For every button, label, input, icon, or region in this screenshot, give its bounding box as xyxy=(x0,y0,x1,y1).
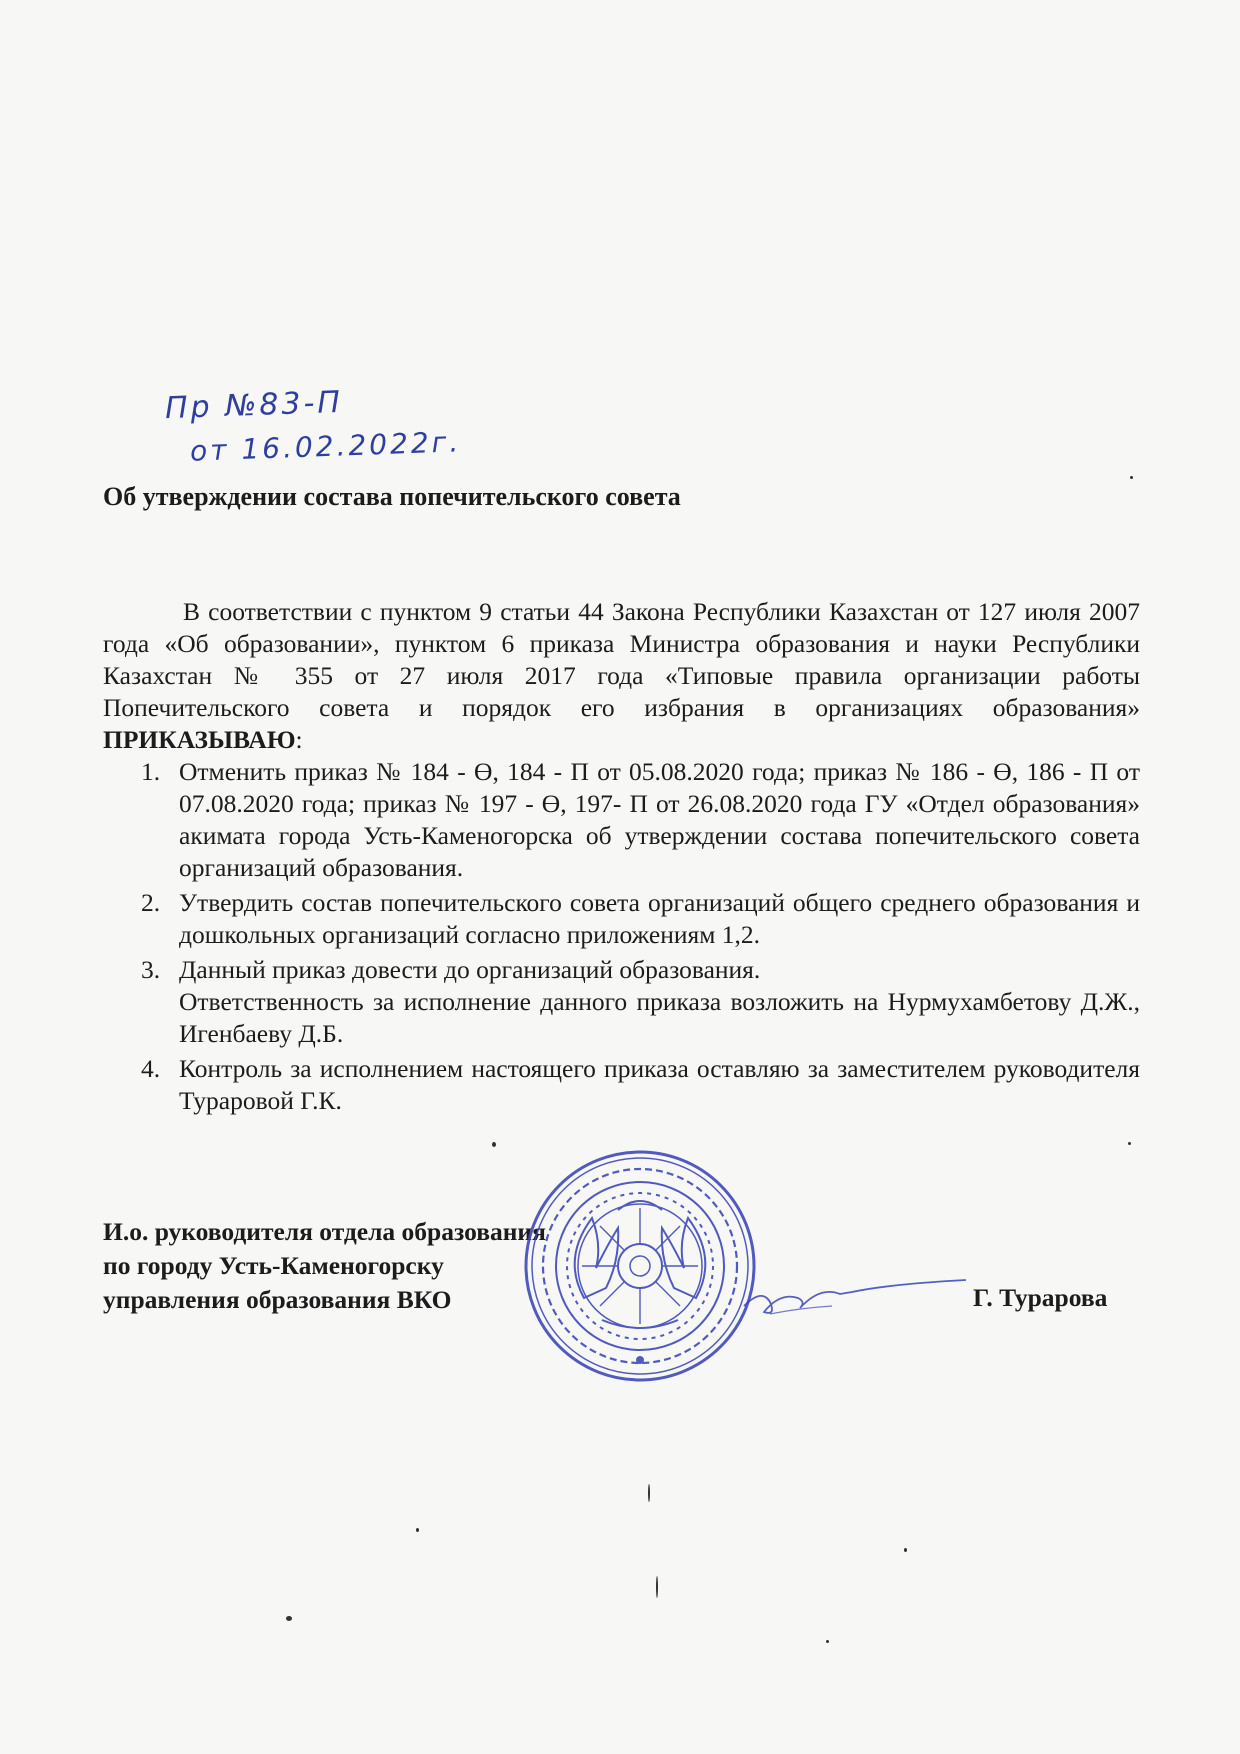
list-item xyxy=(103,887,1140,951)
list-item-text: Данный приказ довести до организаций образования. xyxy=(179,955,761,984)
document-title: Об утверждении состава попечительского совета xyxy=(103,482,681,511)
signer-position-line-1: И.о. руководителя отдела образования xyxy=(103,1217,546,1246)
paper-speck xyxy=(492,1142,496,1147)
list-item-number: 3. xyxy=(141,955,161,984)
preamble-text: В соответствии с пунктом 9 статьи 44 Закона Республики Казахстан от 127 июля 2007 года «Об образовании», пунктом 6 приказа Министра образования и науки Республики Казахстан № 355 от 27 июля 2017 года «Типовые правила организации работы Попечительского совета и порядок его избрания в организациях образования» xyxy=(103,597,1140,722)
signer-name: Г. Турарова xyxy=(973,1283,1108,1312)
paper-speck xyxy=(1130,476,1133,479)
list-item-number: 1. xyxy=(141,757,161,786)
list-item xyxy=(103,1053,1140,1117)
paper-speck xyxy=(1128,1142,1131,1145)
paper-speck xyxy=(656,1576,658,1598)
signer-position-line-2: по городу Усть-Каменогорску xyxy=(103,1251,444,1280)
list-item xyxy=(103,954,1140,1050)
order-word: ПРИКАЗЫВАЮ xyxy=(103,725,296,754)
official-seal-stamp xyxy=(522,1148,758,1384)
preamble-paragraph xyxy=(103,596,1140,756)
signer-position-line-3: управления образования ВКО xyxy=(103,1285,452,1314)
signature-block xyxy=(103,1215,546,1317)
paper-speck xyxy=(826,1640,829,1643)
list-item-text: Отменить приказ № 184 - Ө, 184 - П от 05.08.2020 года; приказ № 186 - Ө, 186 - П от 07.08.2020 года; приказ № 197 - Ө, 197- П от 26.08.2020 года ГУ «Отдел образования» акимата города Усть-Каменогорска об утверждении состава попечительского совета организаций образования. xyxy=(179,757,1140,882)
paper-speck xyxy=(648,1484,650,1502)
handwritten-order-number: Пр №83-П xyxy=(164,384,344,427)
list-item-text: Контроль за исполнением настоящего приказа оставляю за заместителем руководителя Тураровой Г.К. xyxy=(179,1054,1140,1115)
paper-speck xyxy=(904,1548,907,1552)
handwritten-signature xyxy=(740,1268,970,1328)
list-item-subtext: Ответственность за исполнение данного приказа возложить на Нурмухамбетову Д.Ж., Игенбаеву Д.Б. xyxy=(179,987,1140,1048)
handwritten-order-date: от 16.02.2022г. xyxy=(189,425,462,468)
paper-speck xyxy=(286,1616,292,1621)
list-item-text: Утвердить состав попечительского совета организаций общего среднего образования и дошкольных организаций согласно приложениям 1,2. xyxy=(179,888,1140,949)
order-items-list xyxy=(103,756,1140,1120)
order-colon: : xyxy=(295,725,303,754)
list-item xyxy=(103,756,1140,884)
paper-speck xyxy=(416,1528,419,1532)
list-item-number: 4. xyxy=(141,1054,161,1083)
list-item-number: 2. xyxy=(141,888,161,917)
